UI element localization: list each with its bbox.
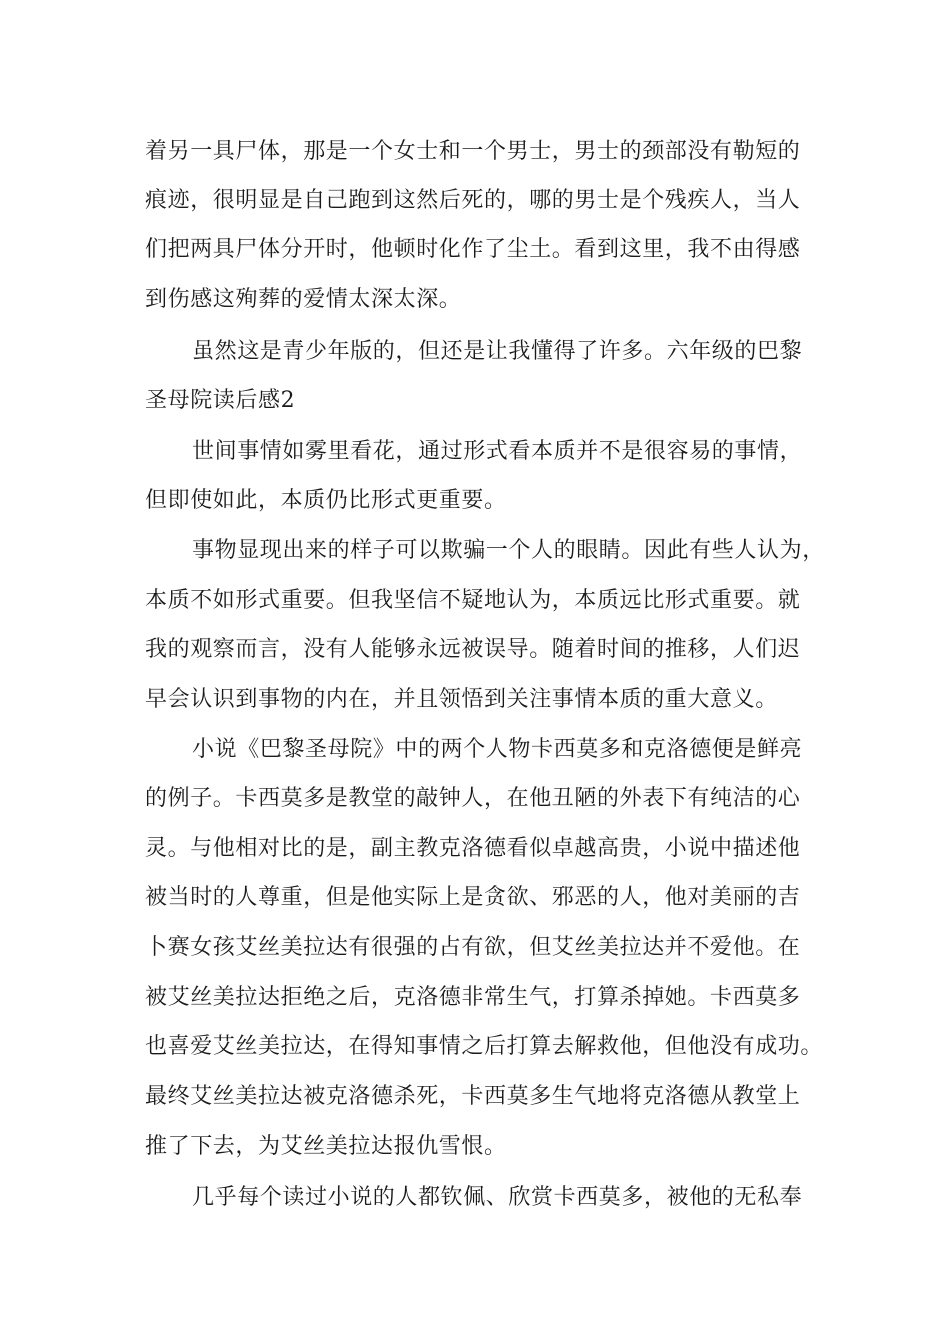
text-line: 们把两具尸体分开时，他顿时化作了尘土。看到这里，我不由得感 — [145, 237, 801, 262]
paragraph-first-line: 虽然这是青少年版的，但还是让我懂得了许多。六年级的巴黎 — [192, 339, 803, 364]
text-line: 推了下去，为艾丝美拉达报仇雪恨。 — [145, 1134, 507, 1159]
text-line: 我的观察而言，没有人能够永远被误导。随着时间的推移，人们迟 — [145, 637, 801, 662]
text-line: 早会认识到事物的内在，并且领悟到关注事情本质的重大意义。 — [145, 687, 778, 712]
text-line: 的例子。卡西莫多是教堂的敲钟人，在他丑陋的外表下有纯洁的心 — [145, 786, 801, 811]
text-line: 但即使如此，本质仍比形式更重要。 — [145, 488, 507, 513]
text-line: 最终艾丝美拉达被克洛德杀死，卡西莫多生气地将克洛德从教堂上 — [145, 1084, 801, 1109]
text-line: 也喜爱艾丝美拉达，在得知事情之后打算去解救他，但他没有成功。 — [145, 1034, 824, 1059]
text-line: 本质不如形式重要。但我坚信不疑地认为，本质远比形式重要。就 — [145, 588, 801, 613]
text-line: 圣母院读后感2 — [145, 388, 296, 413]
text-line: 卜赛女孩艾丝美拉达有很强的占有欲，但艾丝美拉达并不爱他。在 — [145, 935, 801, 960]
paragraph-first-line: 事物显现出来的样子可以欺骗一个人的眼睛。因此有些人认为， — [192, 538, 825, 563]
text-line: 灵。与他相对比的是，副主教克洛德看似卓越高贵，小说中描述他 — [145, 836, 801, 861]
text-line: 被艾丝美拉达拒绝之后，克洛德非常生气，打算杀掉她。卡西莫多 — [145, 985, 801, 1010]
text-line: 着另一具尸体，那是一个女士和一个男士，男士的颈部没有勒短的 — [145, 139, 801, 164]
paragraph-first-line: 几乎每个读过小说的人都钦佩、欣赏卡西莫多，被他的无私奉 — [192, 1185, 803, 1210]
paragraph-first-line: 小说《巴黎圣母院》中的两个人物卡西莫多和克洛德便是鲜亮 — [192, 737, 803, 762]
text-line: 到伤感这殉葬的爱情太深太深。 — [145, 287, 462, 312]
text-line: 被当时的人尊重，但是他实际上是贪欲、邪恶的人，他对美丽的吉 — [145, 885, 801, 910]
text-line: 痕迹，很明显是自己跑到这然后死的，哪的男士是个残疾人，当人 — [145, 188, 801, 213]
paragraph-first-line: 世间事情如雾里看花，通过形式看本质并不是很容易的事情， — [192, 439, 803, 464]
